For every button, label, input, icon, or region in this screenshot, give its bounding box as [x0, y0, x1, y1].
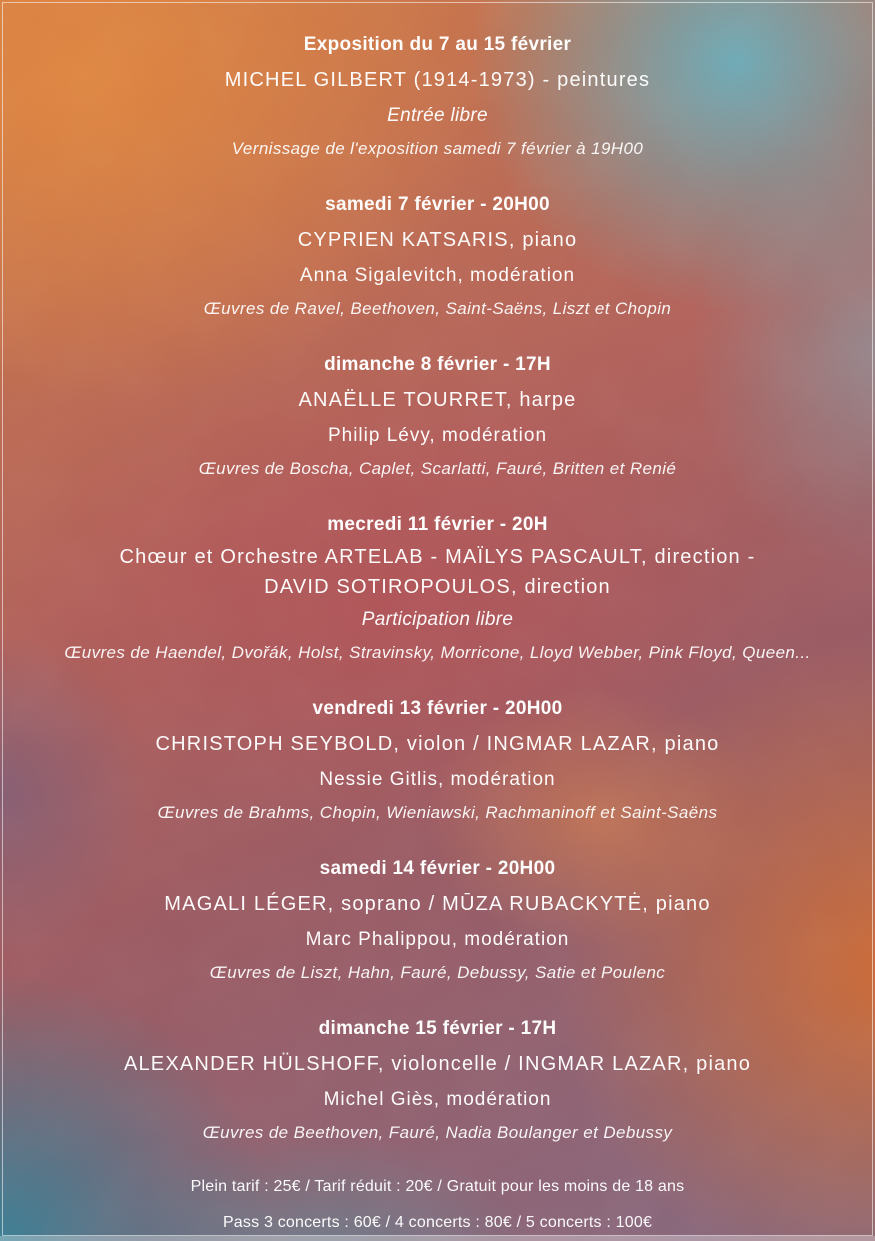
event-works: Œuvres de Beethoven, Fauré, Nadia Boulanger et Debussy: [202, 1123, 673, 1142]
event-section-1: [0, 187, 875, 325]
event-performers-line1: Chœur et Orchestre ARTELAB - MAÏLYS PASCAULT, direction -: [119, 546, 756, 568]
event-performers: ALEXANDER HÜLSHOFF, violoncelle / INGMAR LAZAR, piano: [123, 1053, 752, 1075]
event-works: Œuvres de Brahms, Chopin, Wieniawski, Rachmaninoff et Saint-Saëns: [157, 803, 718, 822]
event-date: dimanche 15 février - 17H: [318, 1018, 557, 1039]
exposition-section: [0, 27, 875, 165]
event-works: Œuvres de Haendel, Dvořák, Holst, Stravinsky, Morricone, Lloyd Webber, Pink Floyd, Queen...: [64, 643, 811, 662]
event-date: samedi 14 février - 20H00: [319, 858, 556, 879]
event-participation: Participation libre: [361, 609, 514, 630]
event-performers: MAGALI LÉGER, soprano / MŪZA RUBACKYTĖ, piano: [164, 893, 711, 915]
event-section-3: [0, 507, 875, 669]
event-section-6: [0, 1011, 875, 1149]
pricing-line-1: Plein tarif : 25€ / Tarif réduit : 20€ / Gratuit pour les moins de 18 ans: [190, 1178, 685, 1195]
event-performers-line2: DAVID SOTIROPOULOS, direction: [264, 576, 611, 598]
event-moderator: Anna Sigalevitch, modération: [299, 265, 576, 286]
event-works: Œuvres de Ravel, Beethoven, Saint-Saëns, Liszt et Chopin: [203, 299, 672, 318]
exposition-title: Exposition du 7 au 15 février: [303, 34, 572, 55]
exposition-artist: MICHEL GILBERT (1914-1973) - peintures: [224, 69, 651, 91]
event-date: samedi 7 février - 20H00: [325, 194, 550, 215]
exposition-vernissage: Vernissage de l'exposition samedi 7 février à 19H00: [231, 139, 644, 158]
pricing-section: [0, 1169, 875, 1241]
event-moderator: Michel Giès, modération: [323, 1089, 552, 1110]
event-performers: ANAËLLE TOURRET, harpe: [298, 389, 577, 411]
event-performers: CYPRIEN KATSARIS, piano: [297, 229, 578, 251]
event-moderator: Marc Phalippou, modération: [305, 929, 570, 950]
pricing-line-2: Pass 3 concerts : 60€ / 4 concerts : 80€ / 5 concerts : 100€: [222, 1214, 653, 1231]
event-section-2: [0, 347, 875, 485]
event-date: mecredi 11 février - 20H: [327, 514, 548, 535]
event-works: Œuvres de Boscha, Caplet, Scarlatti, Fauré, Britten et Renié: [198, 459, 677, 478]
exposition-entry: Entrée libre: [387, 105, 488, 126]
event-moderator: Nessie Gitlis, modération: [319, 769, 556, 790]
event-works: Œuvres de Liszt, Hahn, Fauré, Debussy, Satie et Poulenc: [209, 963, 666, 982]
event-section-5: [0, 851, 875, 989]
event-date: vendredi 13 février - 20H00: [312, 698, 563, 719]
event-moderator: Philip Lévy, modération: [327, 425, 548, 446]
event-performers: CHRISTOPH SEYBOLD, violon / INGMAR LAZAR, piano: [155, 733, 720, 755]
event-date: dimanche 8 février - 17H: [324, 354, 551, 375]
event-section-4: [0, 691, 875, 829]
